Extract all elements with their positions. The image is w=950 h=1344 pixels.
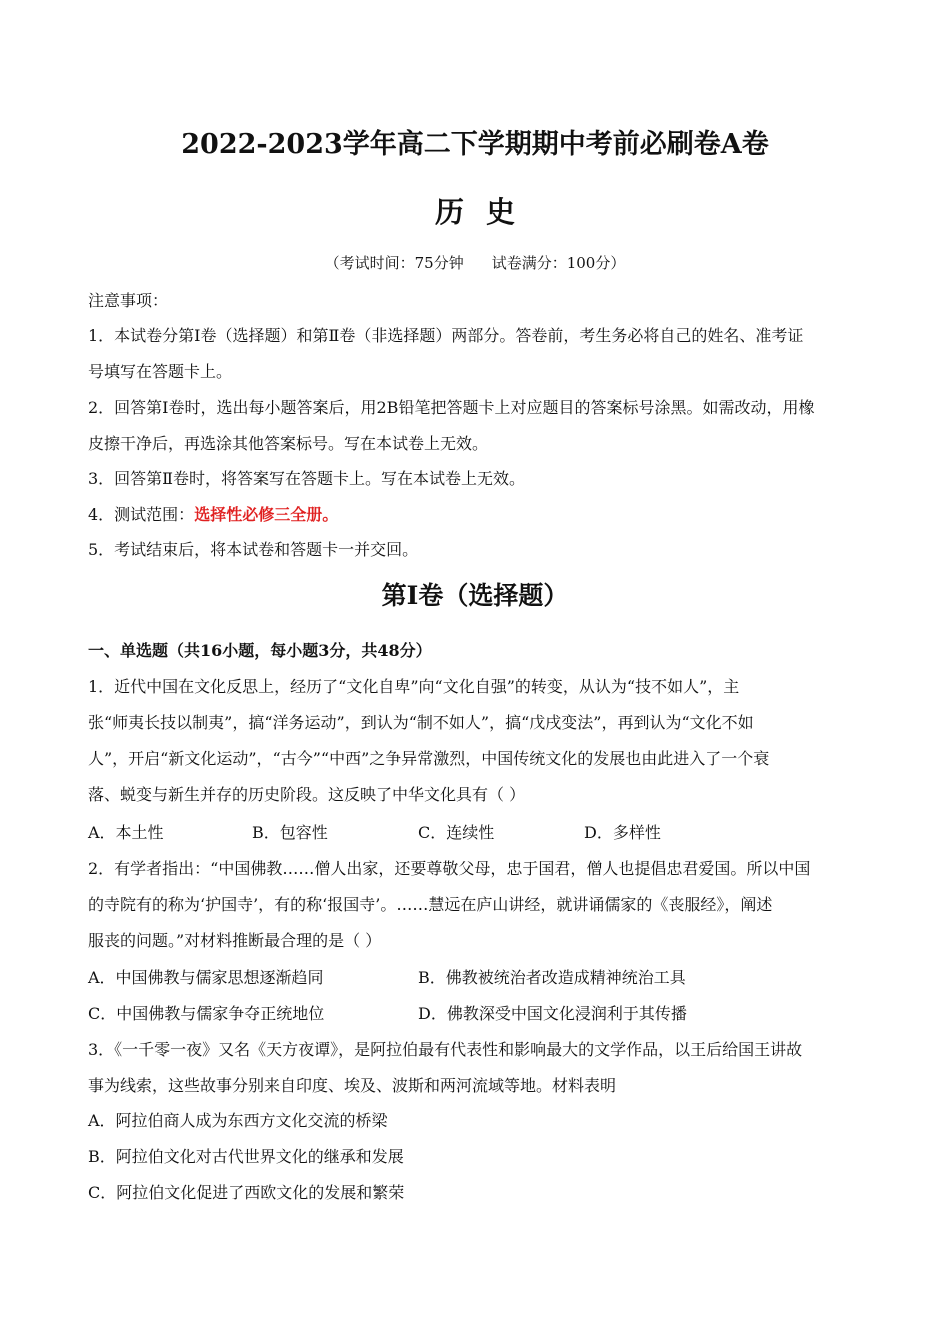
notice-item-5: 5．考试结束后，将本试卷和答题卡一并交回。: [88, 540, 419, 559]
q2-option-b: B．佛教被统治者改造成精神统治工具: [418, 968, 686, 987]
q2-option-a: A．中国佛教与儒家思想逐渐趋同: [88, 968, 324, 987]
exam-meta: [0, 252, 950, 273]
q1-option-c: C．连续性: [418, 823, 495, 842]
exam-time: （考试时间：75分钟: [324, 254, 464, 272]
q1-option-b: B．包容性: [252, 823, 328, 842]
subject-title: 历史: [434, 195, 537, 229]
notice-item-3: 3．回答第Ⅱ卷时，将答案写在答题卡上。写在本试卷上无效。: [88, 469, 526, 488]
q2-option-d: D．佛教深受中国文化浸润利于其传播: [418, 1004, 687, 1023]
part-heading: 一、单选题（共16小题，每小题3分，共48分）: [88, 641, 432, 660]
q2-line-1: 2．有学者指出：“中国佛教……僧人出家，还要尊敬父母，忠于国君，僧人也提倡忠君爱国。所以中国: [88, 859, 811, 878]
notice-item-2-line-2: 皮擦干净后，再选涂其他答案标号。写在本试卷上无效。: [88, 434, 489, 453]
notice-heading: 注意事项：: [88, 291, 169, 310]
section-title: 第Ⅰ卷（选择题）: [381, 581, 569, 610]
q3-option-c: C．阿拉伯文化促进了西欧文化的发展和繁荣: [88, 1183, 405, 1202]
notice-item-2-line-1: 2．回答第Ⅰ卷时，选出每小题答案后，用2B铅笔把答题卡上对应题目的答案标号涂黑。如需改动，用橡: [88, 398, 815, 417]
notice-item-4: [88, 502, 868, 525]
q3-line-2: 事为线索，这些故事分别来自印度、埃及、波斯和两河流域等地。材料表明: [88, 1076, 617, 1095]
notice-item-1-line-1: 1．本试卷分第Ⅰ卷（选择题）和第Ⅱ卷（非选择题）两部分。答卷前，考生务必将自己的姓名、准考证: [88, 326, 804, 345]
full-score: 试卷满分：100分）: [491, 254, 626, 272]
q3-option-a: A．阿拉伯商人成为东西方文化交流的桥梁: [88, 1111, 388, 1130]
test-scope: 选择性必修三全册。: [194, 505, 339, 524]
q1-option-a: A．本土性: [88, 823, 164, 842]
q1-line-1: 1．近代中国在文化反思上，经历了“文化自卑”向“文化自强”的转变，从认为“技不如人”，主: [88, 677, 740, 696]
q1-option-d: D．多样性: [584, 823, 661, 842]
q1-line-4: 落、蜕变与新生并存的历史阶段。这反映了中华文化具有（ ）: [88, 785, 526, 804]
q3-option-b: B．阿拉伯文化对古代世界文化的继承和发展: [88, 1147, 404, 1166]
exam-title: 2022-2023学年高二下学期期中考前必刷卷A卷: [181, 129, 769, 160]
q2-option-c: C．中国佛教与儒家争夺正统地位: [88, 1004, 325, 1023]
q2-line-3: 服丧的问题。”对材料推断最合理的是（ ）: [88, 931, 382, 950]
q1-line-3: 人”，开启“新文化运动”，“古今”“中西”之争异常激烈，中国传统文化的发展也由此进入了一个衰: [88, 749, 770, 768]
notice-item-1-line-2: 号填写在答题卡上。: [88, 362, 233, 381]
notice-item-4-prefix: 4．测试范围：: [88, 505, 195, 524]
q2-line-2: 的寺院有的称为‘护国寺’，有的称‘报国寺’。……慧远在庐山讲经，就讲诵儒家的《丧服经》，阐述: [88, 895, 773, 914]
q3-line-1: 3．《一千零一夜》又名《天方夜谭》，是阿拉伯最有代表性和影响最大的文学作品，以王后给国王讲故: [88, 1040, 803, 1059]
q1-line-2: 张“师夷长技以制夷”，搞“洋务运动”，到认为“制不如人”，搞“戊戌变法”，再到认为“文化不如: [88, 713, 754, 732]
